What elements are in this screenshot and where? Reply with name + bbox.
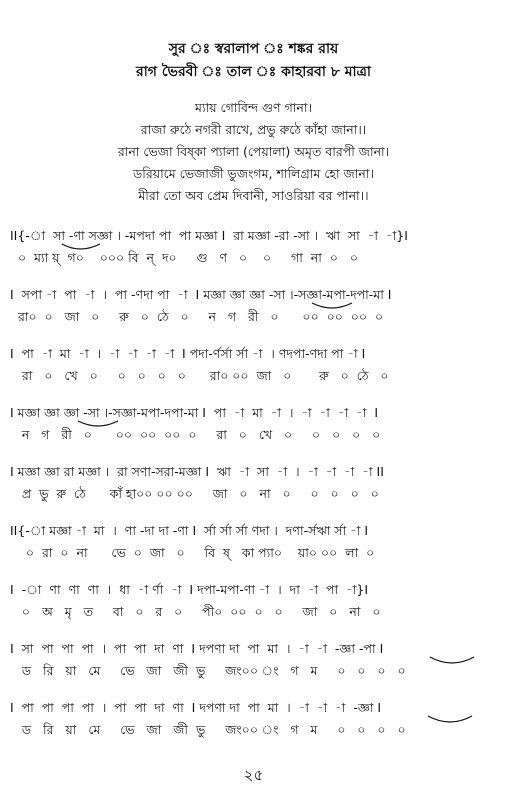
- swara-line: I মজ্ঞা জ্ঞা জ্ঞা -সা ।-সজ্ঞা-মপা-দপা-মা I পা -া মা -া । -া -া -া -া I: [10, 405, 378, 420]
- swara-line: II{-া সা -ণা সজ্ঞা । -মপদা পা পা মজ্ঞা I রা মজ্ঞা -রা -সা । ঋা সা -া -া}I: [10, 228, 408, 243]
- lyric-line: ন গ রী ০ ০০ ০০ ০০ ০ রা ০ খে ০ ০ ০ ০ ০: [10, 427, 381, 442]
- raga-tala-line: রাগ ভৈরবী ঃ তাল ঃ কাহারবা ৮ মাত্রা: [136, 64, 371, 80]
- page-number: ২৫: [243, 766, 264, 784]
- swara-line: I মজ্ঞা জ্ঞা রা মজ্ঞা । রা সণা-সরা-মজ্ঞা I ঋা -া সা -া । -া -া -া -া II: [10, 464, 384, 479]
- swara-line: I পা -া মা -া । -া -া -া -া I পদা-র্ণর্সা র্সা -া । ণদপা-ণদা পা -া I: [10, 346, 366, 361]
- verse-line: ম্যায় গোবিন্দ গুণ গানা।: [195, 100, 312, 115]
- lyric-line: ড রি য়া মে ভে জা জী ভু জং০০ ং গ ম ০ ০ ০ ০: [10, 722, 406, 737]
- lyric-line: ০ ম্যা য়্ গ০ ০০০ বি ন্ দ০ গু ণ ০ ০ গা না ০ ০: [10, 250, 358, 265]
- lyric-line: ড রি য়া মে ভে জা জী ভু জং০০ ং গ ম ০ ০ ০ ০: [10, 663, 406, 678]
- swara-line: II{-া মজ্ঞা -া মা । ণা -দা দা -ণা I র্সা র্সা র্সা ণদা । দণা-র্সঋা র্সা -া I: [10, 523, 369, 538]
- slur-mark: [10, 244, 500, 258]
- verse-line: মীরা তো অব প্রেম দিবানী, সাওরিয়া বর পানা।।: [138, 188, 369, 203]
- slur-mark: [10, 303, 500, 317]
- swara-line: I সপা -া পা -া । পা -ণদা পা -া I মজ্ঞা জ্ঞা জ্ঞা -সা ।-সজ্ঞা-মপা-দপা-মা I: [10, 287, 392, 302]
- lyric-line: প্র ভু রু ঠে কাঁ হা০০ ০০ ০০ জা ০ না ০ ০ ০ ০ ০: [10, 486, 379, 501]
- lyric-line: রা০ ০ জা ০ রু ০ ঠে ০ ন গ রী ০ ০০ ০০ ০০ ০: [10, 309, 384, 324]
- verse-line: ডরিয়ামে ভেজাজী ভুজংগম, শালিগ্রাম হো জানা।: [133, 166, 374, 181]
- verse-line: রাজা রুঠে নগরী রাখে, প্রভু রুঠে কাঁহা জানা।।: [140, 122, 367, 137]
- slur-mark: [10, 657, 500, 671]
- swara-line: I সা পা পা পা । পা পা দা ণা I দপণা দা পা মা । -া -া -জ্ঞা -পা I: [10, 641, 384, 656]
- lyric-line: রা ০ খে ০ ০ ০ ০ ০ রা০ ০০ জা ০ রু ০ ঠে ০: [10, 368, 389, 383]
- slur-mark: [10, 421, 500, 435]
- swara-line: I -া ণা ণা ণা । ধা -া র্ণা -া I দপা-মপা-ণা -া । দা -া পা -া}I: [10, 582, 369, 597]
- lyric-line: ০ অ মৃ ত বা ০ র ০ পী০ ০০ ০ ০ জা ০ না ০: [10, 604, 381, 619]
- slur-mark: [10, 716, 500, 730]
- swara-line: I পা পা পা পা । পা পা দা ণা I দপণা দা পা মা । -া -া -া -জ্ঞা I: [10, 700, 382, 715]
- verse-line: রানা ভেজা বিষ্‌কা প্যালা (পেয়ালা) অমৃত বারপী জানা।: [117, 144, 390, 159]
- credit-line: সুর ঃ স্বরালাপ ঃ শঙ্কর রায়: [168, 41, 339, 57]
- lyric-line: ০ রা ০ না ভে ০ জা ০ বি ষ্ কা প্যা০ য়া০ ০০ লা ০: [10, 545, 375, 560]
